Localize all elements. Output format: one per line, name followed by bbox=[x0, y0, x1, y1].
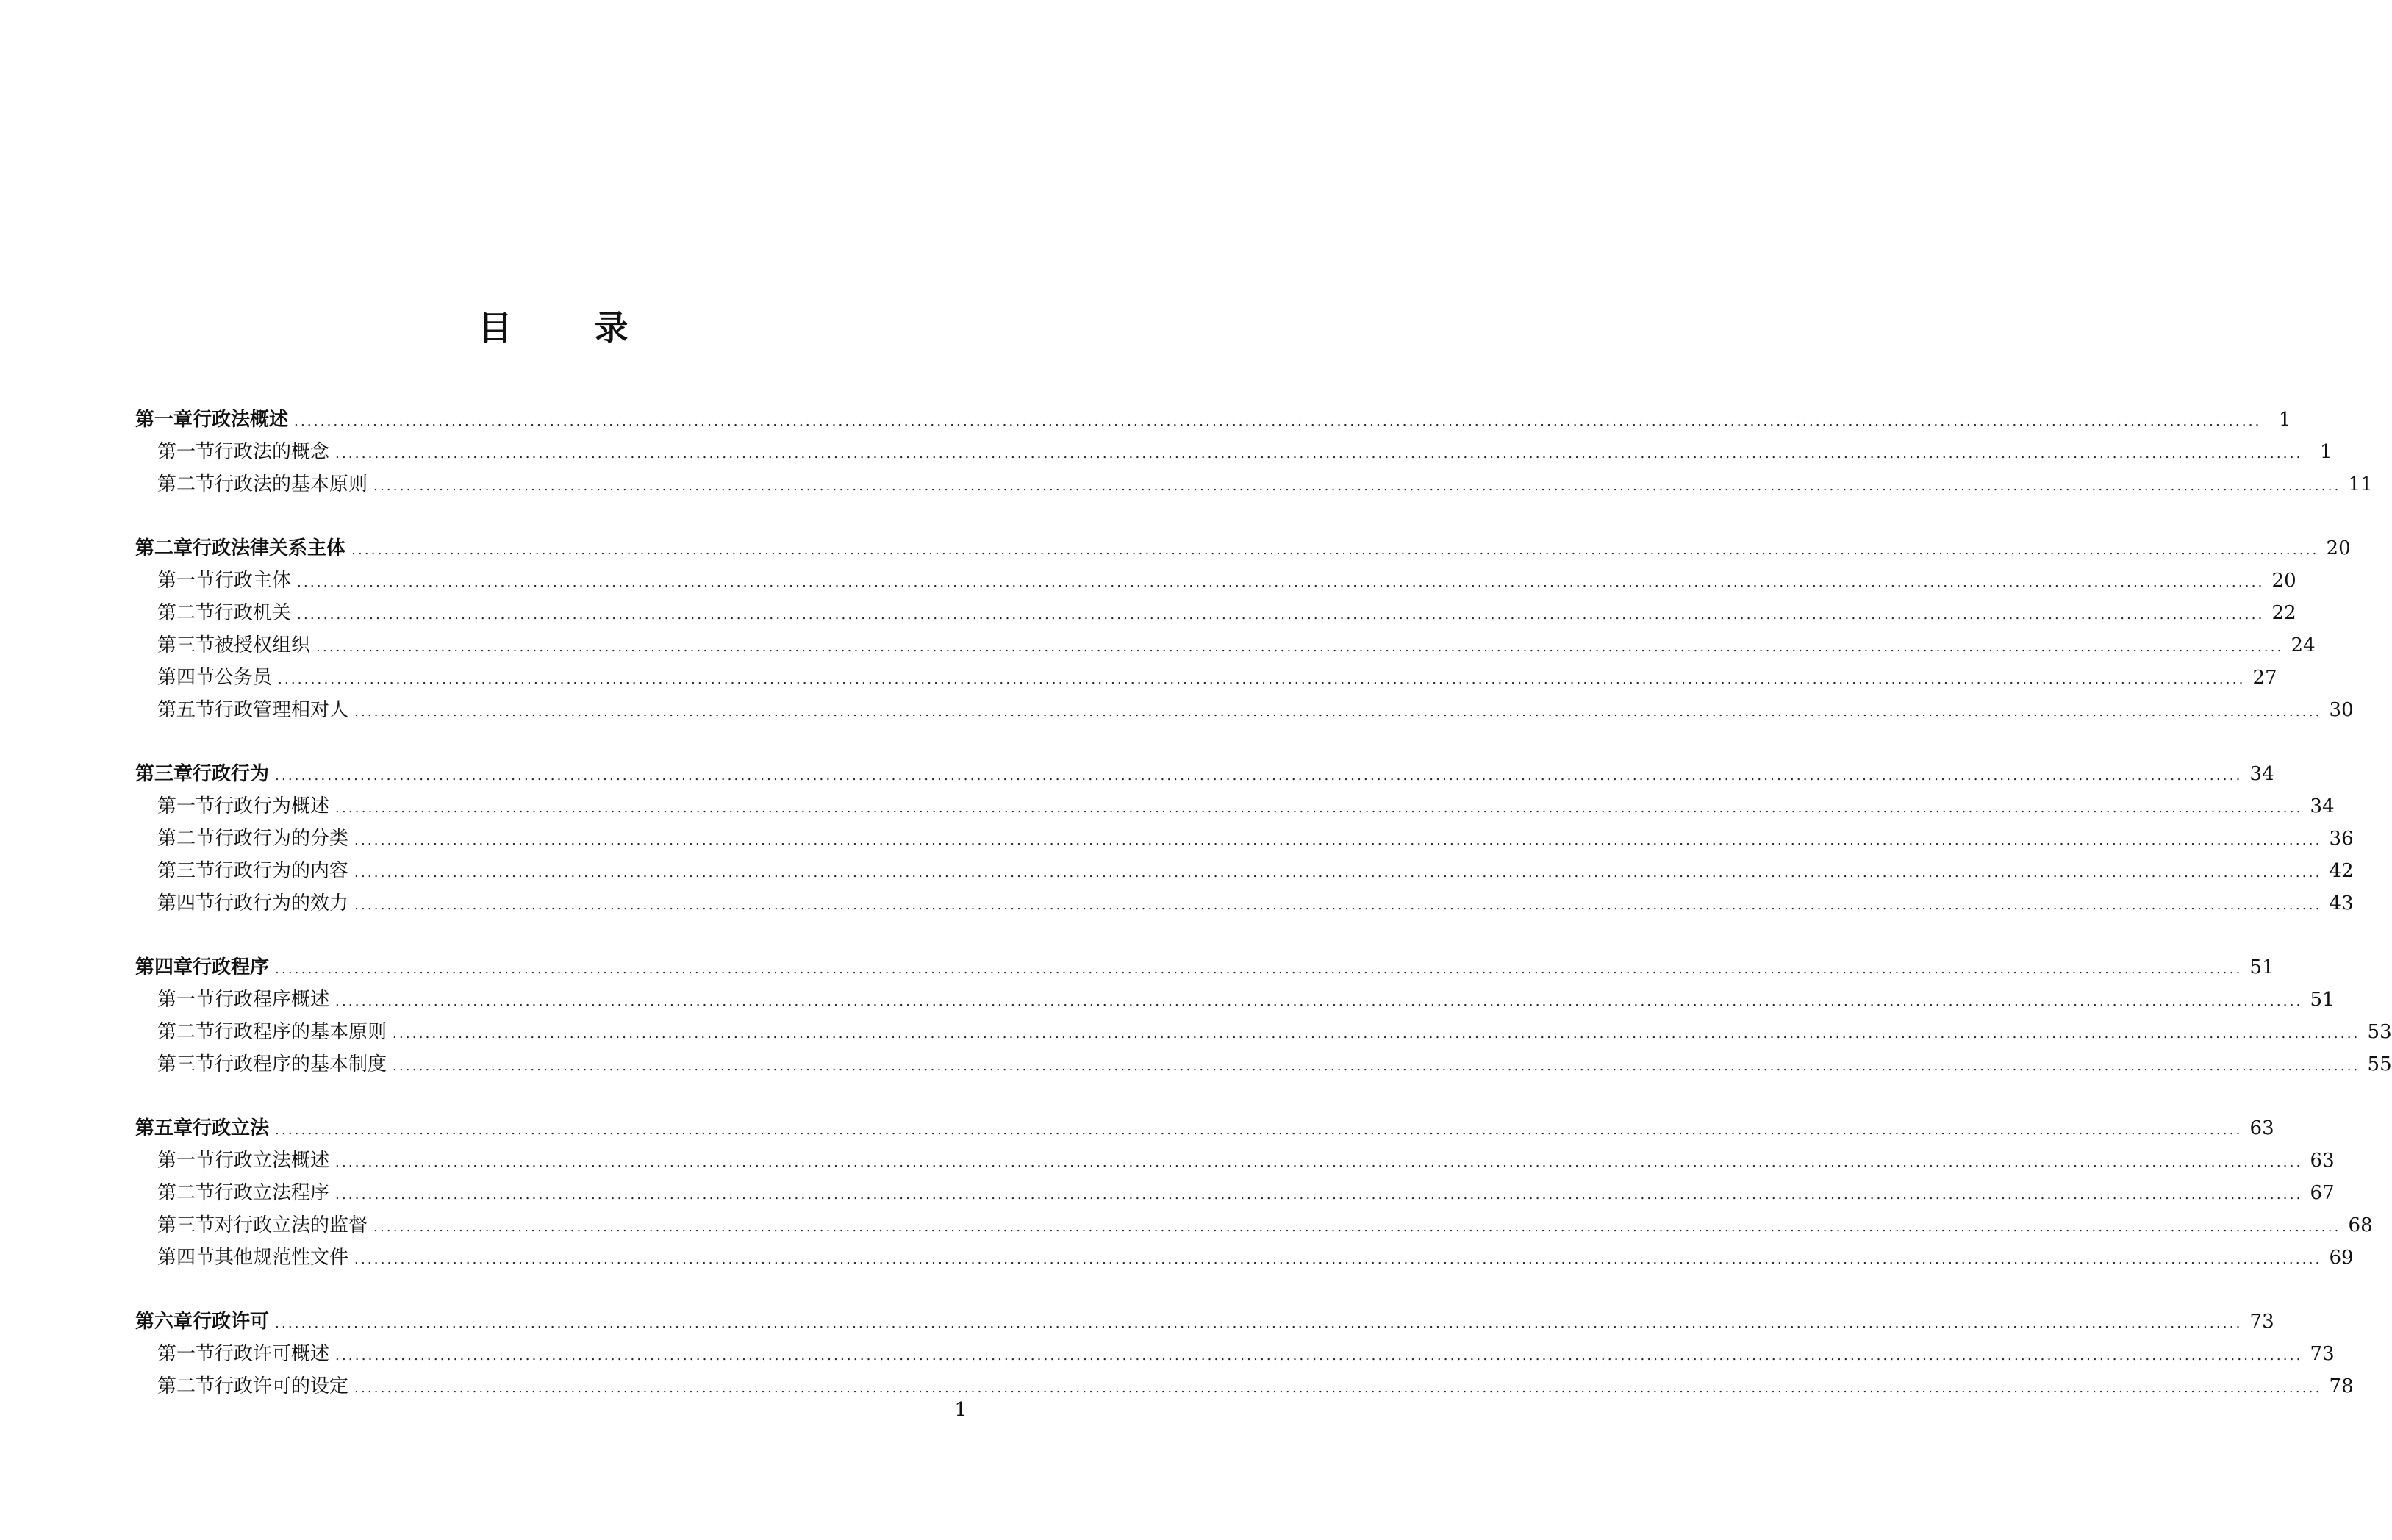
chapter-page-number: 1 bbox=[2279, 409, 2291, 431]
section-title: 行政程序的基本原则 bbox=[215, 1021, 387, 1043]
section-number: 第二节 bbox=[157, 602, 215, 624]
dot-leader: ............................................................................................................................................................................................................................................................................................................ bbox=[354, 865, 2322, 881]
toc-chapter bbox=[135, 1112, 2373, 1274]
chapter-title: 行政立法 bbox=[193, 1117, 270, 1139]
chapter-title: 行政程序 bbox=[193, 956, 270, 978]
chapter-title: 行政法概述 bbox=[193, 409, 289, 431]
dot-leader: ............................................................................................................................................................................................................................................................................................................ bbox=[351, 542, 2319, 558]
section-number: 第二节 bbox=[157, 1021, 215, 1043]
toc-section-entry[interactable] bbox=[135, 1016, 2392, 1048]
section-page-number: 55 bbox=[2367, 1053, 2392, 1075]
chapter-title: 行政行为 bbox=[193, 763, 270, 785]
dot-leader: ............................................................................................................................................................................................................................................................................................................ bbox=[335, 1348, 2303, 1364]
dot-leader: ............................................................................................................................................................................................................................................................................................................ bbox=[297, 575, 2265, 590]
dot-leader: ............................................................................................................................................................................................................................................................................................................ bbox=[275, 768, 2243, 784]
section-page-number: 1 bbox=[2320, 441, 2332, 463]
section-title: 公务员 bbox=[215, 667, 273, 689]
section-title: 行政许可概述 bbox=[215, 1343, 330, 1365]
section-number: 第一节 bbox=[157, 989, 215, 1011]
section-title: 行政法的概念 bbox=[215, 441, 330, 463]
section-title: 行政行为概述 bbox=[215, 795, 330, 817]
toc-section-entry[interactable] bbox=[135, 887, 2354, 920]
section-number: 第二节 bbox=[157, 1182, 215, 1204]
section-number: 第四节 bbox=[157, 667, 215, 689]
section-page-number: 30 bbox=[2329, 699, 2354, 721]
section-title: 行政行为的内容 bbox=[215, 860, 349, 882]
section-title: 行政机关 bbox=[215, 602, 292, 624]
chapter-page-number: 20 bbox=[2326, 537, 2351, 559]
section-title: 行政程序的基本制度 bbox=[215, 1053, 387, 1075]
dot-leader: ............................................................................................................................................................................................................................................................................................................ bbox=[335, 1187, 2303, 1203]
section-page-number: 51 bbox=[2310, 989, 2335, 1011]
section-number: 第三节 bbox=[157, 634, 215, 656]
toc-chapter-entry[interactable] bbox=[135, 532, 2351, 565]
toc-chapter bbox=[135, 1306, 2354, 1403]
section-title: 行政立法概述 bbox=[215, 1150, 330, 1172]
section-number: 第五节 bbox=[157, 699, 215, 721]
table-of-contents bbox=[135, 404, 2392, 1434]
toc-section-entry[interactable] bbox=[135, 597, 2296, 629]
chapter-number: 第二章 bbox=[135, 537, 193, 559]
section-title: 行政许可的设定 bbox=[215, 1375, 349, 1397]
section-title: 对行政立法的监督 bbox=[215, 1214, 368, 1236]
toc-chapter bbox=[135, 758, 2354, 920]
section-page-number: 24 bbox=[2291, 634, 2316, 656]
dot-leader: ............................................................................................................................................................................................................................................................................................................ bbox=[335, 446, 2303, 462]
toc-section-entry[interactable] bbox=[135, 468, 2373, 501]
dot-leader: ............................................................................................................................................................................................................................................................................................................ bbox=[354, 704, 2322, 720]
toc-section-entry[interactable] bbox=[135, 565, 2296, 597]
section-title: 行政程序概述 bbox=[215, 989, 330, 1011]
section-page-number: 67 bbox=[2310, 1182, 2335, 1204]
chapter-page-number: 73 bbox=[2249, 1311, 2274, 1333]
section-title: 被授权组织 bbox=[215, 634, 311, 656]
section-number: 第一节 bbox=[157, 570, 215, 592]
chapter-title: 行政许可 bbox=[193, 1311, 270, 1333]
dot-leader: ............................................................................................................................................................................................................................................................................................................ bbox=[354, 1380, 2322, 1396]
dot-leader: ............................................................................................................................................................................................................................................................................................................ bbox=[335, 801, 2303, 816]
section-page-number: 36 bbox=[2329, 828, 2354, 850]
section-page-number: 22 bbox=[2271, 602, 2296, 624]
toc-chapter-entry[interactable] bbox=[135, 951, 2274, 984]
toc-section-entry[interactable] bbox=[135, 1370, 2354, 1403]
dot-leader: ............................................................................................................................................................................................................................................................................................................ bbox=[335, 994, 2303, 1009]
page-title-char: 目 bbox=[478, 308, 512, 348]
section-page-number: 73 bbox=[2310, 1343, 2335, 1365]
toc-section-entry[interactable] bbox=[135, 436, 2332, 468]
dot-leader: ............................................................................................................................................................................................................................................................................................................ bbox=[275, 1316, 2243, 1331]
section-number: 第三节 bbox=[157, 1214, 215, 1236]
section-number: 第一节 bbox=[157, 441, 215, 463]
section-number: 第二节 bbox=[157, 828, 215, 850]
toc-chapter bbox=[135, 404, 2373, 501]
section-number: 第二节 bbox=[157, 1375, 215, 1397]
dot-leader: ............................................................................................................................................................................................................................................................................................................ bbox=[354, 1252, 2322, 1267]
section-page-number: 42 bbox=[2329, 860, 2354, 882]
section-title: 行政管理相对人 bbox=[215, 699, 349, 721]
section-number: 第一节 bbox=[157, 795, 215, 817]
section-page-number: 34 bbox=[2310, 795, 2335, 817]
toc-section-entry[interactable] bbox=[135, 855, 2354, 887]
toc-chapter-entry[interactable] bbox=[135, 1306, 2274, 1338]
section-page-number: 20 bbox=[2271, 570, 2296, 592]
dot-leader: ............................................................................................................................................................................................................................................................................................................ bbox=[393, 1059, 2360, 1074]
dot-leader: ............................................................................................................................................................................................................................................................................................................ bbox=[294, 414, 2262, 429]
section-title: 行政立法程序 bbox=[215, 1182, 330, 1204]
section-number: 第四节 bbox=[157, 892, 215, 914]
toc-chapter-entry[interactable] bbox=[135, 1112, 2274, 1145]
section-number: 第一节 bbox=[157, 1343, 215, 1365]
section-page-number: 27 bbox=[2252, 667, 2277, 689]
section-number: 第一节 bbox=[157, 1150, 215, 1172]
dot-leader: ............................................................................................................................................................................................................................................................................................................ bbox=[316, 640, 2284, 655]
dot-leader: ............................................................................................................................................................................................................................................................................................................ bbox=[278, 672, 2246, 687]
toc-section-entry[interactable] bbox=[135, 1177, 2335, 1209]
chapter-number: 第六章 bbox=[135, 1311, 193, 1333]
chapter-number: 第三章 bbox=[135, 763, 193, 785]
chapter-page-number: 34 bbox=[2249, 763, 2274, 785]
toc-section-entry[interactable] bbox=[135, 1209, 2373, 1242]
dot-leader: ............................................................................................................................................................................................................................................................................................................ bbox=[297, 607, 2265, 623]
dot-leader: ............................................................................................................................................................................................................................................................................................................ bbox=[275, 1122, 2243, 1138]
chapter-number: 第四章 bbox=[135, 956, 193, 978]
toc-chapter-entry[interactable] bbox=[135, 404, 2291, 436]
section-title: 行政行为的效力 bbox=[215, 892, 349, 914]
section-number: 第三节 bbox=[157, 860, 215, 882]
chapter-page-number: 63 bbox=[2249, 1117, 2274, 1139]
section-page-number: 78 bbox=[2329, 1375, 2354, 1397]
section-title: 行政法的基本原则 bbox=[215, 473, 368, 495]
chapter-number: 第五章 bbox=[135, 1117, 193, 1139]
dot-leader: ............................................................................................................................................................................................................................................................................................................ bbox=[275, 961, 2243, 977]
chapter-title: 行政法律关系主体 bbox=[193, 537, 346, 559]
section-page-number: 53 bbox=[2367, 1021, 2392, 1043]
toc-section-entry[interactable] bbox=[135, 790, 2335, 823]
section-title: 其他规范性文件 bbox=[215, 1247, 349, 1269]
section-number: 第三节 bbox=[157, 1053, 215, 1075]
section-page-number: 68 bbox=[2348, 1214, 2373, 1236]
dot-leader: ............................................................................................................................................................................................................................................................................................................ bbox=[354, 833, 2322, 848]
section-page-number: 11 bbox=[2348, 473, 2373, 495]
toc-section-entry[interactable] bbox=[135, 1338, 2335, 1370]
page-number: 1 bbox=[954, 1399, 967, 1421]
section-number: 第二节 bbox=[157, 473, 215, 495]
dot-leader: ............................................................................................................................................................................................................................................................................................................ bbox=[354, 898, 2322, 913]
section-title: 行政行为的分类 bbox=[215, 828, 349, 850]
section-page-number: 69 bbox=[2329, 1247, 2354, 1269]
chapter-page-number: 51 bbox=[2249, 956, 2274, 978]
toc-section-entry[interactable] bbox=[135, 823, 2354, 855]
dot-leader: ............................................................................................................................................................................................................................................................................................................ bbox=[373, 479, 2341, 494]
toc-chapter-entry[interactable] bbox=[135, 758, 2274, 790]
dot-leader: ............................................................................................................................................................................................................................................................................................................ bbox=[335, 1155, 2303, 1170]
toc-chapter bbox=[135, 951, 2392, 1081]
chapter-number: 第一章 bbox=[135, 409, 193, 431]
toc-chapter bbox=[135, 532, 2354, 726]
toc-section-entry[interactable] bbox=[135, 694, 2354, 726]
page-title-char: 录 bbox=[594, 308, 629, 348]
toc-section-entry[interactable] bbox=[135, 984, 2335, 1016]
dot-leader: ............................................................................................................................................................................................................................................................................................................ bbox=[393, 1026, 2360, 1042]
toc-section-entry[interactable] bbox=[135, 1242, 2354, 1274]
toc-section-entry[interactable] bbox=[135, 1145, 2335, 1177]
toc-section-entry[interactable] bbox=[135, 629, 2316, 662]
dot-leader: ............................................................................................................................................................................................................................................................................................................ bbox=[373, 1220, 2341, 1235]
toc-section-entry[interactable] bbox=[135, 662, 2277, 694]
page-title bbox=[0, 301, 1106, 350]
section-title: 行政主体 bbox=[215, 570, 292, 592]
section-page-number: 43 bbox=[2329, 892, 2354, 914]
section-page-number: 63 bbox=[2310, 1150, 2335, 1172]
toc-section-entry[interactable] bbox=[135, 1048, 2392, 1081]
section-number: 第四节 bbox=[157, 1247, 215, 1269]
